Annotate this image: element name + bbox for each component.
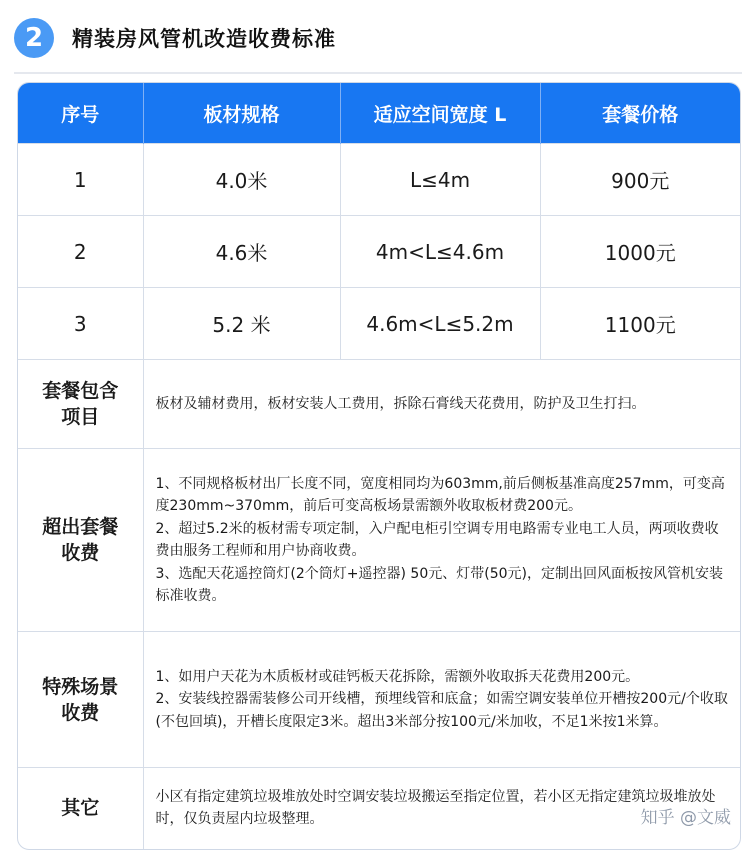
special-scenario-row (18, 632, 740, 768)
cell-price: 900元 (540, 144, 740, 216)
column-header-no: 序号 (18, 83, 143, 144)
other-label: 其它 (18, 768, 143, 849)
cell-price: 1000元 (540, 216, 740, 288)
other-row (18, 768, 740, 849)
special-item-1: 1、如用户天花为木质板材或硅钙板天花拆除，需额外收取拆天花费用200元。 (155, 668, 640, 685)
section-number-badge: 2 (14, 18, 54, 58)
included-text: 板材及辅材费用，板材安装人工费用，拆除石膏线天花费用，防护及卫生打扫。 (143, 360, 740, 449)
cell-width: L≤4m (340, 144, 540, 216)
included-label: 套餐包含 项目 (18, 360, 143, 449)
special-scenario-label: 特殊场景 收费 (18, 632, 143, 768)
table-row (18, 144, 740, 216)
column-header-width: 适应空间宽度 L (340, 83, 540, 144)
table-row (18, 216, 740, 288)
extra-charges-label: 超出套餐 收费 (18, 449, 143, 632)
table-header-row (18, 83, 740, 144)
cell-no: 3 (18, 288, 143, 360)
cell-no: 1 (18, 144, 143, 216)
cell-price: 1100元 (540, 288, 740, 360)
cell-no: 2 (18, 216, 143, 288)
extra-item-1: 1、不同规格板材出厂长度不同，宽度相同均为603mm,前后侧板基准高度257mm，可变高度230mm~370mm，前后可变高板场景需额外收取板材费200元。 (155, 475, 725, 514)
extra-item-2: 2、超过5.2米的板材需专项定制，入户配电柜引空调专用电路需专业电工人员，两项收费收费由服务工程师和用户协商收费。 (155, 520, 719, 559)
header-divider (14, 72, 742, 74)
cell-width: 4m<L≤4.6m (340, 216, 540, 288)
included-row (18, 360, 740, 449)
extra-charges-text (143, 449, 740, 632)
page-title: 精装房风管机改造收费标准 (72, 27, 336, 51)
table-row (18, 288, 740, 360)
cell-spec: 4.0米 (143, 144, 340, 216)
special-scenario-text (143, 632, 740, 768)
extra-charges-row (18, 449, 740, 632)
column-header-spec: 板材规格 (143, 83, 340, 144)
extra-item-3: 3、选配天花遥控筒灯(2个筒灯+遥控器) 50元、灯带(50元)，定制出回风面板按风管机安装标准收费。 (155, 565, 723, 604)
section-header (14, 16, 336, 60)
cell-spec: 4.6米 (143, 216, 340, 288)
cell-spec: 5.2 米 (143, 288, 340, 360)
cell-width: 4.6m<L≤5.2m (340, 288, 540, 360)
other-text: 小区有指定建筑垃圾堆放处时空调安装垃圾搬运至指定位置，若小区无指定建筑垃圾堆放处时，仅负责屋内垃圾整理。 (143, 768, 740, 849)
column-header-price: 套餐价格 (540, 83, 740, 144)
pricing-table (17, 82, 741, 850)
watermark: 知乎 @文威 (640, 808, 731, 828)
special-item-2: 2、安装线控器需装修公司开线槽，预埋线管和底盒；如需空调安装单位开槽按200元/个收取(不包回填)，开槽长度限定3米。超出3米部分按100元/米加收，不足1米按1米算。 (155, 691, 728, 730)
